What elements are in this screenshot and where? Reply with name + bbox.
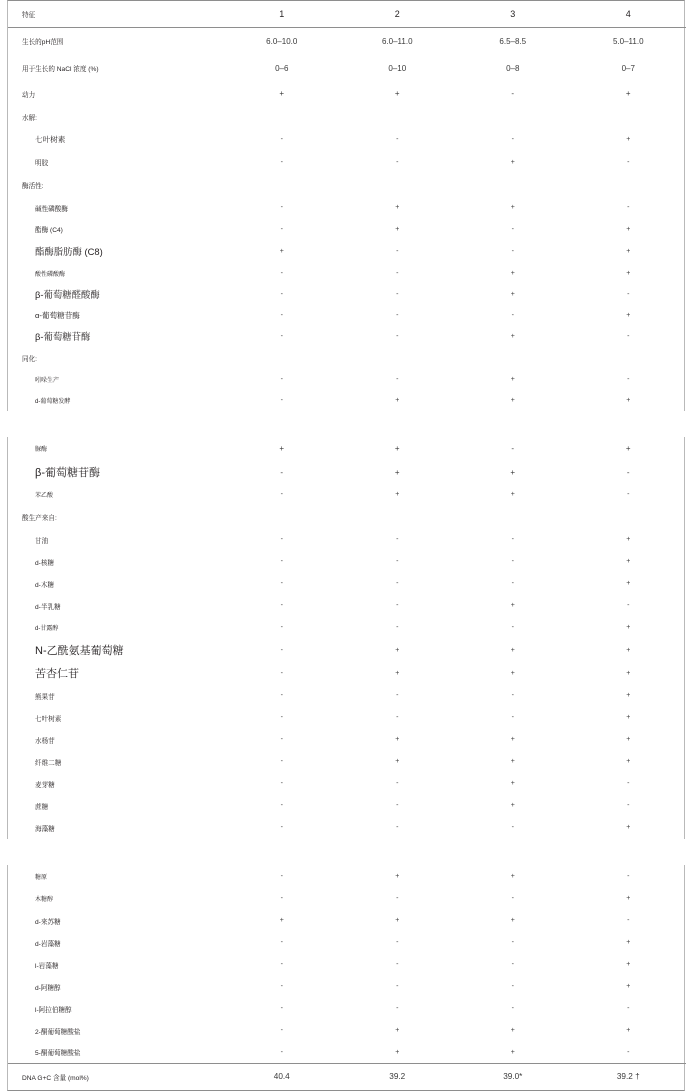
row-value-col-1: -: [280, 1027, 283, 1034]
table-row: [8, 707, 686, 729]
section-2: [7, 437, 685, 839]
row-value-col-4: +: [626, 692, 631, 699]
table-row: [8, 369, 686, 390]
row-value-col-4: +: [626, 824, 631, 831]
row-value-col-3: +: [510, 290, 515, 298]
row-value-col-4: +: [626, 225, 631, 233]
row-value-col-1: 6.0–10.0: [266, 36, 298, 46]
row-value-col-4: -: [627, 872, 630, 880]
row-value-col-1: -: [280, 158, 283, 166]
row-value-col-1: -: [280, 758, 283, 765]
row-value-col-3: +: [510, 467, 516, 477]
row-value-col-3: -: [511, 89, 515, 98]
row-value-col-2: -: [396, 895, 399, 902]
row-value-col-2: -: [396, 624, 399, 631]
table-row: [8, 932, 686, 954]
row-value-col-1: 0–6: [275, 63, 289, 73]
row-label: 木糖醇: [35, 897, 54, 903]
row-value-col-2: [340, 347, 456, 369]
row-value-col-4: +: [626, 714, 631, 721]
row-value-col-3: -: [511, 824, 514, 831]
dna-gc-content-col-2: 39.2: [340, 1064, 456, 1090]
row-value-col-3: -: [511, 939, 514, 946]
row-value-col-1: -: [280, 536, 283, 543]
row-value-col-1: -: [280, 736, 283, 743]
table-row: [8, 888, 686, 910]
row-label: l-阿拉伯糖醇: [35, 1006, 72, 1014]
row-value-col-4: +: [626, 247, 631, 255]
row-value-col-2: -: [396, 780, 399, 787]
row-label: 吲哚生产: [35, 377, 60, 384]
row-label: 蔗糖: [35, 803, 49, 811]
row-value-col-3: +: [510, 872, 515, 880]
row-value-col-2: -: [396, 536, 399, 543]
table-row: [8, 305, 686, 326]
row-value-col-1: -: [280, 332, 283, 340]
row-label: d-木糖: [35, 581, 55, 589]
table-row: [8, 1020, 686, 1042]
header-column-4: 4: [625, 9, 631, 19]
row-value-col-3: +: [510, 1027, 515, 1034]
row-label: 水杨苷: [35, 737, 55, 745]
row-value-col-3: +: [510, 669, 515, 677]
row-value-col-3: +: [510, 646, 515, 654]
row-value-col-1: -: [280, 780, 283, 787]
header-column-2: 2: [394, 9, 400, 19]
row-value-col-4: [571, 106, 687, 128]
table-row: [8, 263, 686, 284]
row-value-col-3: -: [511, 624, 514, 631]
row-value-col-4: +: [626, 624, 631, 631]
row-value-col-1: -: [280, 802, 283, 809]
table-row: [8, 729, 686, 751]
row-value-col-1: [224, 174, 340, 197]
row-label: β-葡萄糖醛酸酶: [35, 289, 100, 300]
table-row: [8, 347, 686, 369]
table-row: [8, 751, 686, 773]
row-value-col-2: -: [396, 558, 399, 565]
row-value-col-4: [571, 347, 687, 369]
row-value-col-2: -: [396, 1005, 399, 1012]
row-value-col-2: -: [396, 714, 399, 721]
row-value-col-3: -: [511, 983, 514, 990]
row-value-col-4: +: [626, 269, 631, 277]
row-value-col-2: +: [395, 1048, 400, 1056]
row-value-col-2: +: [394, 467, 400, 477]
row-label: 动力: [22, 91, 36, 99]
row-value-col-2: [340, 174, 456, 197]
row-value-col-2: -: [396, 602, 399, 609]
row-value-col-3: +: [510, 758, 515, 765]
row-value-col-3: -: [511, 714, 514, 721]
header-column-1: 1: [279, 9, 285, 19]
row-value-col-3: [455, 106, 571, 128]
row-value-col-4: [571, 506, 687, 529]
comparison-table: [8, 1, 686, 411]
row-label: β-葡萄糖苷酶: [35, 467, 100, 479]
row-value-col-3: +: [510, 780, 515, 787]
row-value-col-4: -: [627, 491, 630, 498]
row-value-col-1: -: [280, 396, 283, 404]
table-row: [8, 28, 686, 55]
row-value-col-3: +: [510, 269, 515, 277]
row-value-col-1: -: [280, 290, 283, 298]
row-value-col-3: -: [511, 961, 514, 968]
row-value-col-4: [571, 174, 687, 197]
row-value-col-1: -: [280, 939, 283, 946]
row-value-col-3: 0–8: [506, 63, 520, 73]
row-value-col-4: -: [627, 290, 630, 298]
row-label: 甘油: [35, 537, 49, 545]
row-value-col-4: +: [625, 89, 631, 98]
row-value-col-4: -: [627, 802, 630, 809]
table-row: [8, 773, 686, 795]
row-value-col-4: +: [626, 536, 631, 543]
row-value-col-3: +: [510, 736, 515, 743]
row-value-col-2: -: [396, 375, 399, 383]
row-value-col-3: +: [510, 602, 515, 609]
row-value-col-2: -: [396, 269, 399, 277]
row-value-col-3: +: [510, 1048, 515, 1056]
row-value-col-3: +: [510, 158, 515, 166]
row-label: d-岩藻糖: [35, 940, 61, 948]
row-label: β-葡萄糖苷酶: [35, 331, 91, 342]
row-label: 2-酮葡萄糖酸盐: [35, 1028, 81, 1036]
row-label: 水解:: [22, 114, 38, 122]
table-row: [8, 506, 686, 529]
row-value-col-1: -: [280, 467, 284, 477]
table-row: [8, 128, 686, 151]
row-value-col-2: +: [395, 1027, 400, 1034]
table-row: [8, 639, 686, 662]
table-row: [8, 910, 686, 932]
table-header-row: [8, 1, 686, 27]
row-label: 酯酶脂肪酶 (C8): [35, 246, 103, 257]
table-row: [8, 174, 686, 197]
row-label: d-阿糖醇: [35, 984, 61, 992]
row-value-col-1: -: [280, 225, 283, 233]
row-value-col-3: -: [511, 895, 514, 902]
row-value-col-3: -: [511, 692, 514, 699]
row-value-col-3: +: [510, 375, 515, 383]
section-3: [7, 865, 685, 1091]
row-value-col-4: +: [626, 135, 631, 143]
table-row: [8, 326, 686, 347]
table-row: [8, 437, 686, 461]
table-row: [8, 461, 686, 484]
table-row: [8, 595, 686, 617]
row-value-col-1: -: [280, 961, 283, 968]
row-value-col-4: +: [626, 736, 631, 743]
row-label: 七叶树素: [35, 134, 66, 144]
row-value-col-1: -: [280, 491, 283, 498]
row-value-col-2: -: [396, 692, 399, 699]
row-label: 生长的pH范围: [22, 39, 64, 47]
row-label: d-甘露醇: [35, 626, 59, 632]
table-row: [8, 865, 686, 888]
row-value-col-2: -: [396, 983, 399, 990]
row-value-col-1: +: [279, 917, 284, 924]
row-value-col-2: -: [396, 939, 399, 946]
row-label: l-岩藻糖: [35, 962, 59, 970]
row-value-col-3: 6.5–8.5: [499, 36, 527, 46]
row-label: 同化:: [22, 355, 38, 363]
row-value-col-2: -: [396, 824, 399, 831]
row-label: 碱性磷酸酶: [35, 205, 68, 213]
row-value-col-2: +: [395, 646, 400, 654]
header-column-3: 3: [510, 9, 516, 19]
row-label: 明胶: [35, 160, 49, 167]
row-value-col-4: -: [627, 1005, 630, 1012]
dna-gc-content-label: DNA G+C 含量 (mol%): [8, 1064, 224, 1090]
row-value-col-4: +: [626, 669, 631, 677]
table-row: [8, 151, 686, 174]
row-value-col-4: 5.0–11.0: [612, 36, 644, 46]
row-value-col-3: +: [510, 204, 515, 211]
row-value-col-2: -: [396, 311, 399, 319]
row-value-col-3: -: [511, 580, 514, 587]
row-value-col-2: -: [396, 802, 399, 809]
row-value-col-1: -: [280, 983, 283, 990]
dna-gc-content-col-4: 39.2 †: [571, 1064, 687, 1090]
row-value-col-1: -: [280, 824, 283, 831]
table-row: [8, 617, 686, 639]
row-value-col-3: -: [511, 311, 514, 319]
row-value-col-2: +: [395, 917, 400, 924]
row-value-col-2: 0–10: [388, 63, 407, 73]
row-value-col-1: -: [280, 692, 283, 699]
row-label: d-半乳糖: [35, 603, 61, 611]
row-label: 糖原: [35, 874, 48, 881]
table-row: [8, 551, 686, 573]
row-value-col-2: +: [395, 225, 400, 233]
row-value-col-2: [340, 506, 456, 529]
row-value-col-4: -: [627, 602, 630, 609]
row-value-col-3: +: [510, 332, 515, 340]
dna-gc-content-col-3: 39.0*: [455, 1064, 571, 1090]
table-row: [8, 82, 686, 106]
row-value-col-3: [455, 174, 571, 197]
row-value-col-4: -: [627, 204, 630, 211]
table-row: [8, 106, 686, 128]
table-row: [8, 662, 686, 685]
row-value-col-1: -: [280, 714, 283, 721]
row-label: α-葡萄糖苷酶: [35, 310, 80, 320]
table-row: [8, 1042, 686, 1064]
table-row: [8, 573, 686, 595]
table-row: [8, 284, 686, 305]
row-value-col-4: -: [627, 158, 630, 166]
table-row: [8, 795, 686, 817]
row-value-col-3: -: [511, 444, 515, 453]
row-value-col-2: -: [396, 332, 399, 340]
table-row: [8, 484, 686, 506]
row-value-col-1: [224, 347, 340, 369]
row-label: 苯乙酸: [35, 493, 54, 499]
row-label: 麦芽糖: [35, 781, 55, 789]
row-label: 苦杏仁苷: [35, 668, 79, 680]
row-value-col-4: +: [625, 444, 631, 453]
table-row: [8, 976, 686, 998]
row-value-col-3: -: [511, 1005, 514, 1012]
row-value-col-1: -: [280, 602, 283, 609]
row-value-col-1: -: [280, 311, 283, 319]
section-gap: [0, 411, 692, 437]
row-value-col-4: -: [627, 917, 630, 924]
row-value-col-2: [340, 106, 456, 128]
row-value-col-1: -: [280, 872, 283, 880]
row-value-col-4: +: [626, 580, 631, 587]
header-feature-label: 特征: [22, 12, 36, 19]
row-value-col-2: +: [395, 669, 400, 677]
row-value-col-2: -: [396, 247, 399, 255]
row-value-col-1: -: [280, 580, 283, 587]
row-value-col-2: +: [394, 89, 400, 98]
table-row: [8, 817, 686, 839]
row-value-col-4: -: [627, 1048, 630, 1056]
table-row: [8, 55, 686, 82]
row-label: 熊果苷: [35, 693, 55, 701]
row-value-col-3: +: [510, 917, 515, 924]
row-value-col-4: +: [626, 961, 631, 968]
row-value-col-3: [455, 347, 571, 369]
row-label: 脲酶: [35, 447, 48, 453]
row-value-col-2: -: [396, 135, 399, 143]
row-value-col-1: -: [280, 646, 283, 654]
row-value-col-2: -: [396, 158, 399, 166]
row-value-col-4: +: [626, 646, 631, 654]
row-value-col-4: +: [626, 758, 631, 765]
row-label: d-来苏糖: [35, 918, 61, 926]
row-value-col-3: +: [510, 396, 515, 404]
row-value-col-1: -: [280, 558, 283, 565]
table-row: [8, 998, 686, 1020]
row-value-col-1: +: [279, 247, 284, 255]
table-row: [8, 240, 686, 263]
row-value-col-4: +: [626, 311, 631, 319]
row-value-col-4: 0–7: [621, 63, 635, 73]
comparison-table: [8, 437, 686, 839]
row-value-col-1: -: [280, 895, 283, 902]
row-value-col-2: -: [396, 961, 399, 968]
table-row: [8, 529, 686, 551]
comparison-table: [8, 865, 686, 1090]
row-value-col-4: +: [626, 558, 631, 565]
row-label: 酸性磷酸酶: [35, 271, 66, 278]
row-value-col-4: -: [627, 780, 630, 787]
row-value-col-4: +: [626, 939, 631, 946]
row-label: 用于生长的 NaCl 浓度 (%): [22, 66, 99, 73]
row-value-col-1: -: [280, 375, 283, 383]
table-row: [8, 390, 686, 411]
row-value-col-3: -: [511, 225, 514, 233]
row-value-col-1: -: [280, 669, 283, 677]
row-value-col-3: -: [511, 135, 514, 143]
row-label: d-葡萄糖发酵: [35, 398, 71, 405]
row-value-col-1: -: [280, 1048, 283, 1056]
row-label: 5-酮葡萄糖酸盐: [35, 1050, 81, 1058]
section-1: [7, 0, 685, 411]
row-value-col-3: -: [511, 558, 514, 565]
table-row: [8, 219, 686, 240]
row-value-col-2: +: [395, 491, 400, 498]
row-value-col-3: +: [510, 491, 515, 498]
table-row: [8, 685, 686, 707]
row-label: 纤维二糖: [35, 759, 62, 767]
row-value-col-3: +: [510, 802, 515, 809]
row-label: N-乙酰氨基葡萄糖: [35, 645, 124, 657]
section-gap: [0, 839, 692, 865]
row-value-col-2: 6.0–11.0: [381, 36, 413, 46]
row-label: 海藻糖: [35, 825, 55, 833]
row-value-col-1: -: [280, 624, 283, 631]
row-label: 酸生产来自:: [22, 515, 57, 522]
row-value-col-4: +: [626, 396, 631, 404]
row-value-col-1: -: [280, 204, 283, 211]
row-value-col-4: +: [626, 1027, 631, 1034]
row-value-col-4: -: [626, 467, 630, 477]
row-label: 酶活性:: [22, 183, 44, 190]
row-value-col-2: +: [394, 444, 400, 453]
row-value-col-4: +: [626, 983, 631, 990]
row-value-col-2: +: [395, 872, 400, 880]
dna-gc-content-col-1: 40.4: [224, 1064, 340, 1090]
row-value-col-1: +: [279, 89, 285, 98]
row-label: d-核糖: [35, 559, 55, 567]
row-label: 酯酶 (C4): [35, 227, 63, 234]
row-label: 七叶树素: [35, 715, 62, 723]
row-value-col-3: -: [511, 536, 514, 543]
row-value-col-1: +: [279, 444, 285, 453]
row-value-col-2: +: [395, 396, 400, 404]
row-value-col-4: -: [627, 332, 630, 340]
row-value-col-1: -: [280, 1005, 283, 1012]
row-value-col-4: -: [627, 375, 630, 383]
row-value-col-1: -: [280, 135, 283, 143]
table-row: [8, 954, 686, 976]
row-value-col-2: -: [396, 290, 399, 298]
row-value-col-2: +: [395, 204, 400, 211]
row-value-col-4: +: [626, 895, 631, 902]
row-value-col-1: -: [280, 269, 283, 277]
row-value-col-3: -: [511, 247, 514, 255]
row-value-col-1: [224, 106, 340, 128]
row-value-col-2: +: [395, 736, 400, 743]
row-value-col-1: [224, 506, 340, 529]
row-value-col-2: +: [395, 758, 400, 765]
table-row: [8, 197, 686, 219]
dna-gc-content-row: [8, 1064, 686, 1090]
row-value-col-3: [455, 506, 571, 529]
row-value-col-2: -: [396, 580, 399, 587]
